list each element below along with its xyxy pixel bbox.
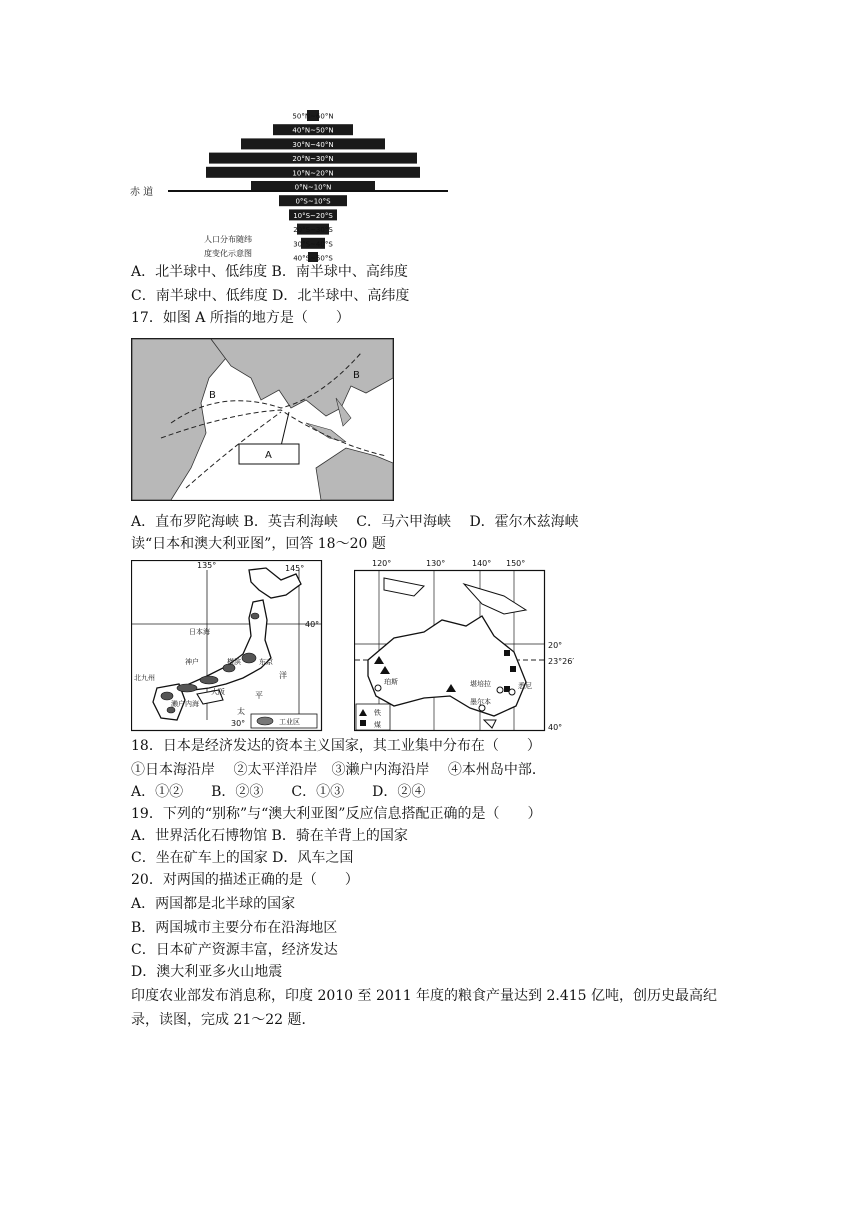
label-perth: 珀斯 bbox=[384, 678, 398, 686]
label-lat-30: 30° bbox=[231, 719, 246, 728]
intro-21-22-line2: 录，读图，完成 21～22 题． bbox=[131, 1012, 316, 1028]
label-canberra: 堪培拉 bbox=[470, 680, 491, 688]
q19-options-line2: C．坐在矿车上的国家 D．风车之国 bbox=[131, 850, 354, 866]
label-yokohama: 横滨 bbox=[227, 658, 241, 666]
latitude-band-label: 10°N~20°N bbox=[292, 169, 334, 178]
latitude-band-label: 30°S~40°S bbox=[293, 240, 333, 249]
map-label-a: A bbox=[265, 450, 272, 461]
label-lon-140: 140° bbox=[472, 559, 492, 568]
latitude-band-label: 0°N~10°N bbox=[294, 183, 332, 192]
legend-industrial-label: 工业区 bbox=[279, 718, 300, 726]
q20-option-b: B．两国城市主要分布在沿海地区 bbox=[131, 920, 338, 936]
latitude-band-label: 40°N~50°N bbox=[292, 126, 334, 135]
japan-map bbox=[131, 560, 323, 732]
label-melbourne: 墨尔本 bbox=[470, 698, 491, 706]
legend-coal-label: 煤 bbox=[374, 721, 381, 729]
strait-map bbox=[131, 338, 394, 501]
q20-option-a: A．两国都是北半球的国家 bbox=[131, 896, 296, 912]
latitude-band-label: 20°N~30°N bbox=[292, 155, 334, 164]
latitude-band-label: 20°S~30°S bbox=[293, 226, 333, 235]
q16-options-line1: A．北半球中、低纬度 B．南半球中、高纬度 bbox=[131, 264, 408, 280]
q17-options: A．直布罗陀海峡 B．英吉利海峡 C．马六甲海峡 D．霍尔木兹海峡 bbox=[131, 514, 579, 530]
label-ocean-2: 平 bbox=[255, 691, 263, 700]
label-lon-145: 145° bbox=[285, 564, 305, 573]
label-sea-of-japan: 日本海 bbox=[189, 628, 210, 636]
label-tropic: 23°26′ bbox=[548, 657, 575, 666]
equator-label: 赤 道 bbox=[130, 187, 154, 198]
label-lon-135: 135° bbox=[197, 561, 217, 570]
legend-coal-icon bbox=[360, 720, 366, 726]
latitude-band-label: 50°N~60°N bbox=[292, 112, 334, 121]
label-ocean-1: 洋 bbox=[279, 671, 287, 680]
label-lat-20: 20° bbox=[548, 641, 563, 650]
label-lat-40: 40° bbox=[305, 620, 320, 629]
q20-option-d: D．澳大利亚多火山地震 bbox=[131, 964, 283, 980]
label-osaka: 大阪 bbox=[211, 688, 225, 696]
label-lon-120: 120° bbox=[372, 559, 392, 568]
australia-map bbox=[354, 556, 582, 734]
label-sydney: 悉尼 bbox=[518, 682, 532, 690]
q18-choices: ①日本海沿岸 ②太平洋沿岸 ③濑户内海沿岸 ④本州岛中部． bbox=[131, 762, 546, 778]
figure-caption-line1: 人口分布随纬 bbox=[204, 235, 252, 244]
q18-options: A．①② B．②③ C．①③ D．②④ bbox=[131, 784, 426, 800]
q17-stem: 17．如图 A 所指的地方是（ ） bbox=[131, 310, 350, 326]
q16-options-line2: C．南半球中、低纬度 D．北半球中、高纬度 bbox=[131, 288, 410, 304]
latitude-band-label: 40°S~50°S bbox=[293, 254, 333, 262]
intro-18-20: 读“日本和澳大利亚图”，回答 18～20 题 bbox=[131, 536, 386, 552]
q19-options-line1: A．世界活化石博物馆 B．骑在羊背上的国家 bbox=[131, 828, 408, 844]
q20-option-c: C．日本矿产资源丰富，经济发达 bbox=[131, 942, 338, 958]
label-tokyo: 东京 bbox=[259, 658, 273, 666]
label-ocean-3: 太 bbox=[237, 707, 245, 716]
latitude-band-label: 10°S~20°S bbox=[293, 211, 333, 220]
label-kitakyushu: 北九州 bbox=[134, 674, 155, 682]
map-label-b-east: B bbox=[353, 370, 360, 381]
population-latitude-figure bbox=[128, 104, 458, 262]
label-lat-40: 40° bbox=[548, 723, 563, 732]
q18-stem: 18．日本是经济发达的资本主义国家，其工业集中分布在（ ） bbox=[131, 738, 541, 754]
legend-industrial-icon bbox=[257, 717, 273, 725]
q19-stem: 19．下列的“别称”与“澳大利亚图”反应信息搭配正确的是（ ） bbox=[131, 806, 542, 822]
q20-stem: 20．对两国的描述正确的是（ ） bbox=[131, 872, 359, 888]
label-setonaikai: 濑户内海 bbox=[171, 700, 199, 708]
figure-caption-line2: 度变化示意图 bbox=[204, 249, 252, 258]
latitude-band-label: 0°S~10°S bbox=[295, 197, 331, 206]
legend-box bbox=[356, 704, 390, 730]
map-label-b-west: B bbox=[209, 390, 216, 401]
label-kobe: 神户 bbox=[185, 658, 199, 666]
legend-iron-label: 铁 bbox=[374, 709, 381, 717]
latitude-band-label: 30°N~40°N bbox=[292, 140, 334, 149]
label-lon-130: 130° bbox=[426, 559, 446, 568]
intro-21-22-line1: 印度农业部发布消息称，印度 2010 至 2011 年度的粮食产量达到 2.415 亿吨，创历史最高纪 bbox=[131, 988, 718, 1004]
label-lon-150: 150° bbox=[506, 559, 526, 568]
